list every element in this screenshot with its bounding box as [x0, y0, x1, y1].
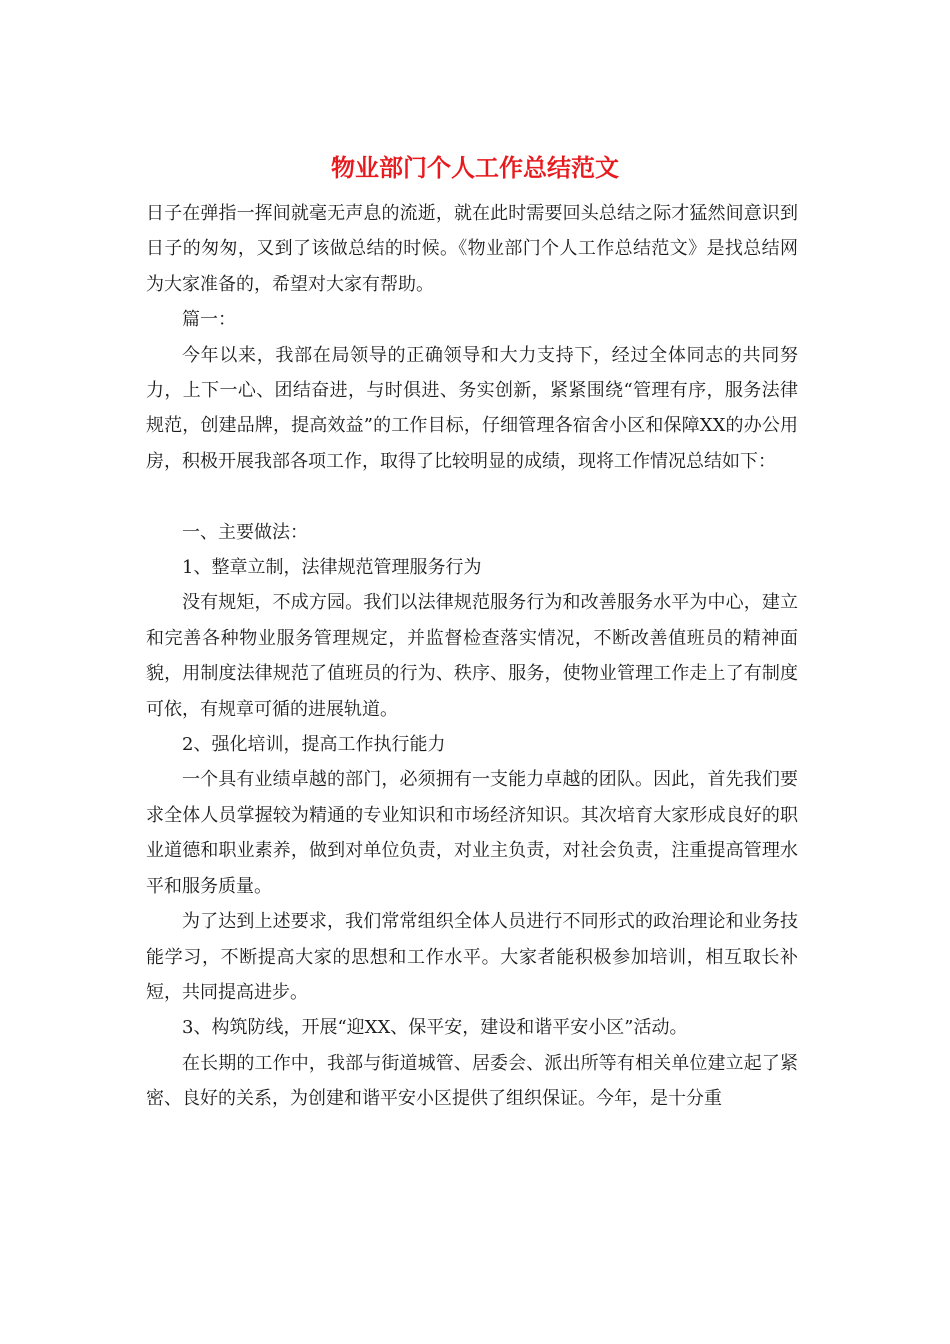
document-body [146, 196, 798, 1117]
paragraph-team: 一个具有业绩卓越的部门，必须拥有一支能力卓越的团队。因此，首先我们要求全体人员掌握较为精通的专业知识和市场经济知识。其次培育大家形成良好的职业道德和职业素养，做到对单位负责，对业主负责，对社会负责，注重提高管理水平和服务质量。 [146, 769, 798, 897]
paragraph-security: 在长期的工作中，我部与街道城管、居委会、派出所等有相关单位建立起了紧密、良好的关系，为创建和谐平安小区提供了组织保证。今年，是十分重 [146, 1052, 798, 1110]
subheading-2: 2、强化培训，提高工作执行能力 [182, 734, 446, 756]
subheading-3: 3、构筑防线，开展“迎XX、保平安，建设和谐平安小区”活动。 [182, 1017, 688, 1039]
paragraph-training: 为了达到上述要求，我们常常组织全体人员进行不同形式的政治理论和业务技能学习，不断提高大家的思想和工作水平。大家者能积极参加培训，相互取长补短，共同提高进步。 [146, 911, 798, 1003]
subheading-1: 1、整章立制，法律规范管理服务行为 [182, 557, 482, 579]
section-label: 篇一： [182, 309, 236, 331]
document-title: 物业部门个人工作总结范文 [331, 153, 619, 182]
paragraph-rules: 没有规矩，不成方园。我们以法律规范服务行为和改善服务水平为中心，建立和完善各种物业服务管理规定，并监督检查落实情况，不断改善值班员的精神面貌，用制度法律规范了值班员的行为、秩序、服务，使物业管理工作走上了有制度可依，有规章可循的进展轨道。 [146, 592, 798, 720]
blank-line [146, 479, 798, 514]
intro-paragraph: 日子在弹指一挥间就毫无声息的流逝，就在此时需要回头总结之际才猛然间意识到日子的匆匆，又到了该做总结的时候。《物业部门个人工作总结范文》是找总结网为大家准备的，希望对大家有帮助。 [146, 203, 798, 295]
overview-paragraph: 今年以来，我部在局领导的正确领导和大力支持下，经过全体同志的共同努力，上下一心、团结奋进，与时俱进、务实创新，紧紧围绕“管理有序，服务法律规范，创建品牌，提高效益”的工作目标，仔细管理各宿舍小区和保障XX的办公用房，积极开展我部各项工作，取得了比较明显的成绩，现将工作情况总结如下： [146, 344, 798, 472]
heading-main-practices: 一、主要做法： [182, 521, 308, 543]
